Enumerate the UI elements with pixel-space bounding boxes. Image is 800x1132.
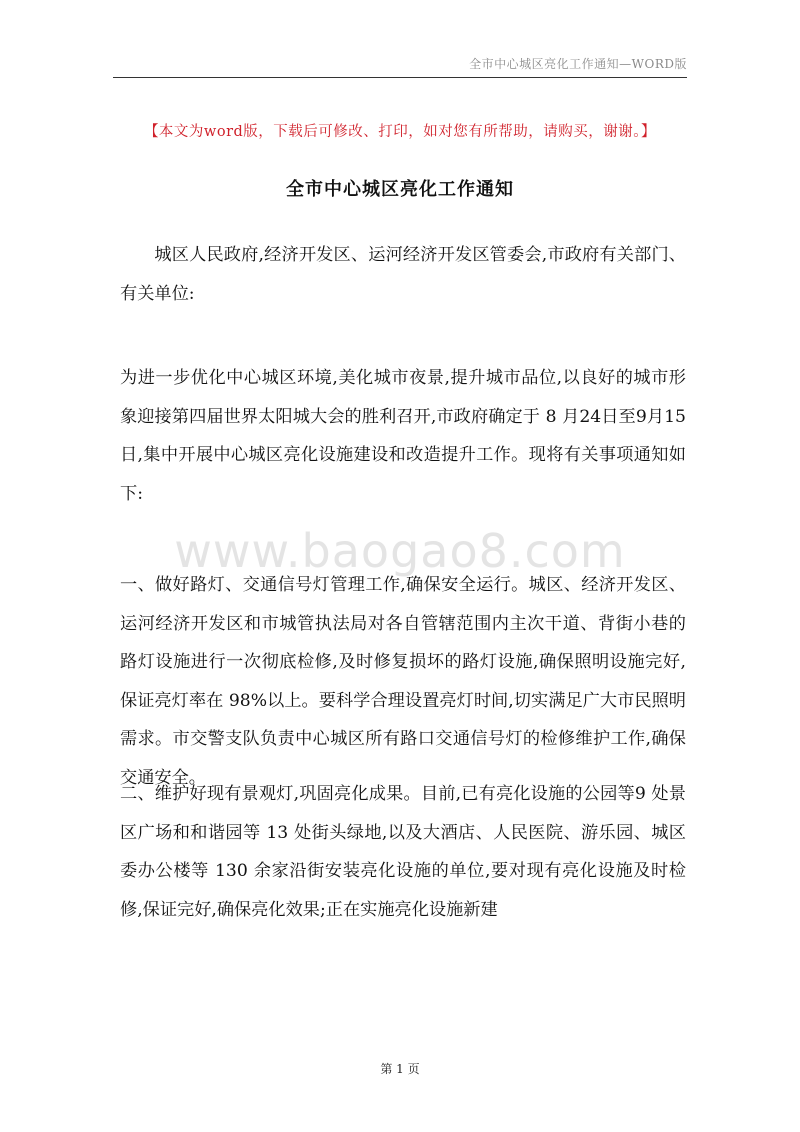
purchase-notice: 【本文为word版，下载后可修改、打印，如对您有所帮助，请购买，谢谢。】: [143, 124, 657, 140]
header-rule: [113, 77, 687, 78]
section-two-paragraph: 二、维护好现有景观灯,巩固亮化成果。目前,已有亮化设施的公园等9 处景区广场和和谐园等 13 处街头绿地,以及大酒店、人民医院、游乐园、城区委办公楼等 130 余家沿街安装亮化设施的单位,要对现有亮化设施及时检修,保证完好,确保亮化效果;正在实施亮化设施新建: [120, 784, 686, 920]
document-title: 全市中心城区亮化工作通知: [286, 179, 514, 200]
running-header: 全市中心城区亮化工作通知—WORD版: [469, 57, 687, 71]
intro-paragraph: 为进一步优化中心城区环境,美化城市夜景,提升城市品位,以良好的城市形象迎接第四届世界太阳城大会的胜利召开,市政府确定于 8 月24日至9月15日,集中开展中心城区亮化设施建设和改造提升工作。现将有关事项通知如下:: [120, 368, 686, 504]
watermark: www.baogao8.com: [174, 524, 626, 578]
salutation-paragraph: 城区人民政府,经济开发区、运河经济开发区管委会,市政府有关部门、有关单位:: [120, 245, 686, 304]
page-number: 第 1 页: [380, 1062, 420, 1076]
section-one-paragraph: 一、做好路灯、交通信号灯管理工作,确保安全运行。城区、经济开发区、运河经济开发区和市城管执法局对各自管辖范围内主次干道、背街小巷的路灯设施进行一次彻底检修,及时修复损坏的路灯设施,确保照明设施完好,保证亮灯率在 98%以上。要科学合理设置亮灯时间,切实满足广大市民照明需求。市交警支队负责中心城区所有路口交通信号灯的检修维护工作,确保交通安全。: [120, 575, 686, 788]
